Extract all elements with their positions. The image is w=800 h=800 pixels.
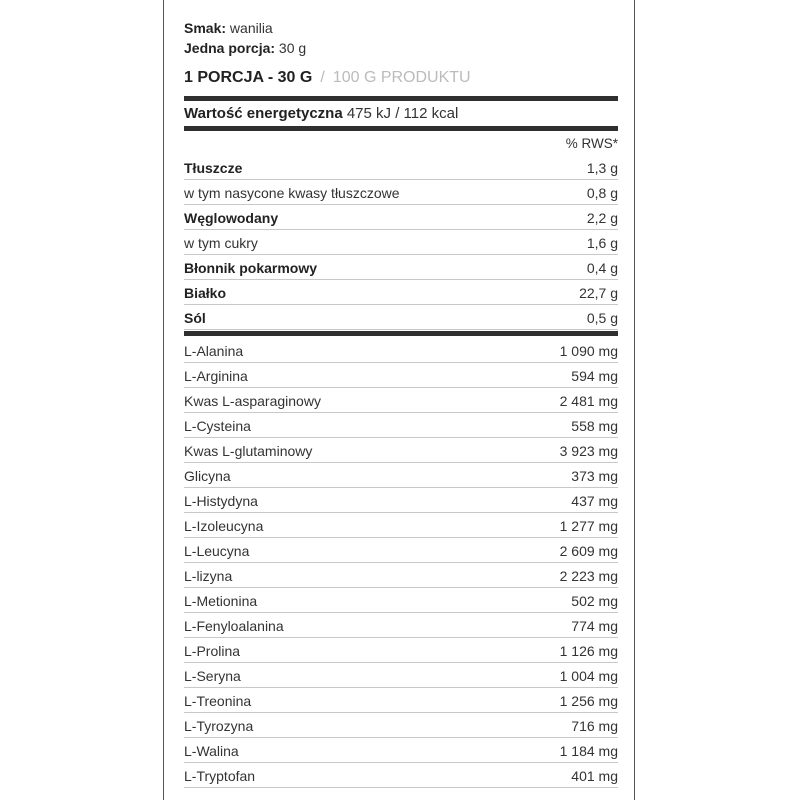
nutrient-row-name: w tym cukry	[184, 235, 258, 251]
nutrient-row-name: Białko	[184, 285, 227, 301]
amino-acid-row	[184, 513, 618, 538]
amino-acid-row-value: 558 mg	[571, 418, 618, 434]
amino-acid-row-name: L-Arginina	[184, 368, 248, 384]
amino-acid-row-value: 437 mg	[571, 493, 618, 509]
serving-value: 30 g	[278, 40, 307, 56]
nutrient-row	[184, 305, 618, 330]
nutrient-row	[184, 280, 618, 305]
amino-acid-row-value: 594 mg	[571, 368, 618, 384]
amino-acid-row-value: 2 223 mg	[559, 568, 618, 584]
amino-acid-row-name: L-Fenyloalanina	[184, 618, 284, 634]
divider-thick-amino	[184, 331, 618, 336]
amino-acid-row-value: 502 mg	[571, 593, 618, 609]
amino-acid-row	[184, 738, 618, 763]
amino-acid-row	[184, 338, 618, 363]
nutrient-row-value: 1,3 g	[586, 160, 618, 176]
nutrient-row-value: 0,4 g	[586, 260, 618, 276]
nutrient-row-value: 0,8 g	[586, 185, 618, 201]
nutrient-row	[184, 180, 618, 205]
nutrient-row-value: 2,2 g	[586, 210, 618, 226]
amino-acid-row-name: Kwas L-asparaginowy	[184, 393, 321, 409]
amino-acid-row-name: L-Alanina	[184, 343, 244, 359]
amino-acid-row-name: L-Prolina	[184, 643, 241, 659]
amino-acid-row-name: L-Izoleucyna	[184, 518, 264, 534]
amino-acid-row-value: 2 481 mg	[559, 393, 618, 409]
divider-thick-top	[184, 96, 618, 101]
nutrition-facts-panel	[163, 0, 635, 800]
nutrient-row	[184, 155, 618, 180]
nutrient-row-name: Węglowodany	[184, 210, 279, 226]
amino-acid-row-name: L-Tyrozyna	[184, 718, 254, 734]
amino-acid-row	[184, 563, 618, 588]
serving-label: Jedna porcja:	[184, 40, 276, 56]
amino-acid-row-value: 1 090 mg	[559, 343, 618, 359]
amino-acid-row-value: 1 256 mg	[559, 693, 618, 709]
nutrient-row-value: 22,7 g	[579, 285, 618, 301]
portion-separator: /	[320, 69, 325, 86]
nutrient-row-name: w tym nasycone kwasy tłuszczowe	[184, 185, 400, 201]
amino-acid-row-value: 3 923 mg	[559, 443, 618, 459]
rws-header: % RWS*	[565, 136, 618, 151]
amino-acid-row-name: L-Cysteina	[184, 418, 251, 434]
amino-acid-row	[184, 763, 618, 788]
energy-label: Wartość energetyczna	[184, 105, 343, 122]
amino-acid-row-name: Glicyna	[184, 468, 231, 484]
amino-acid-row-value: 716 mg	[571, 718, 618, 734]
flavor-value: wanilia	[229, 20, 273, 36]
flavor-label: Smak:	[184, 20, 227, 36]
amino-acid-row-name: L-Metionina	[184, 593, 258, 609]
amino-acid-row-value: 2 609 mg	[559, 543, 618, 559]
amino-acid-row	[184, 413, 618, 438]
nutrient-row	[184, 255, 618, 280]
amino-acid-row	[184, 713, 618, 738]
energy-line	[184, 103, 458, 125]
nutrient-row	[184, 205, 618, 230]
nutrient-row-name: Sól	[184, 310, 206, 326]
serving-line	[184, 38, 306, 58]
amino-acid-row-name: L-Tryptofan	[184, 768, 256, 784]
nutrient-row	[184, 230, 618, 255]
amino-acid-row-name: L-Histydyna	[184, 493, 258, 509]
nutrient-row-name: Błonnik pokarmowy	[184, 260, 318, 276]
amino-acid-row	[184, 663, 618, 688]
amino-acid-row	[184, 488, 618, 513]
amino-acid-row-value: 1 277 mg	[559, 518, 618, 534]
portion-tab-100g[interactable]: 100 G PRODUKTU	[332, 69, 471, 86]
divider-thick-energy	[184, 126, 618, 131]
amino-acid-row-name: L-Walina	[184, 743, 239, 759]
amino-acid-row-name: L-Seryna	[184, 668, 241, 684]
amino-acid-row	[184, 463, 618, 488]
energy-value: 475 kJ / 112 kcal	[346, 105, 459, 122]
portion-tab-serving[interactable]: 1 PORCJA - 30 G	[184, 69, 313, 86]
amino-acid-row	[184, 438, 618, 463]
amino-acid-row-value: 774 mg	[571, 618, 618, 634]
amino-acid-row-name: L-lizyna	[184, 568, 233, 584]
amino-acid-row-value: 1 004 mg	[559, 668, 618, 684]
nutrient-row-value: 1,6 g	[586, 235, 618, 251]
amino-acid-row	[184, 588, 618, 613]
amino-acid-row-value: 401 mg	[571, 768, 618, 784]
amino-acid-row-value: 1 184 mg	[559, 743, 618, 759]
nutrient-row-name: Tłuszcze	[184, 160, 243, 176]
amino-acid-row-value: 373 mg	[571, 468, 618, 484]
amino-acid-row	[184, 388, 618, 413]
amino-acid-row	[184, 688, 618, 713]
portion-toggle	[184, 66, 471, 90]
amino-acid-row	[184, 538, 618, 563]
amino-acid-row	[184, 613, 618, 638]
amino-acid-row-name: L-Treonina	[184, 693, 252, 709]
amino-acid-row	[184, 638, 618, 663]
nutrient-row-value: 0,5 g	[586, 310, 618, 326]
amino-acid-row-name: L-Leucyna	[184, 543, 250, 559]
amino-acid-row	[184, 363, 618, 388]
amino-acid-row-value: 1 126 mg	[559, 643, 618, 659]
amino-acid-row-name: Kwas L-glutaminowy	[184, 443, 313, 459]
flavor-line	[184, 18, 273, 38]
